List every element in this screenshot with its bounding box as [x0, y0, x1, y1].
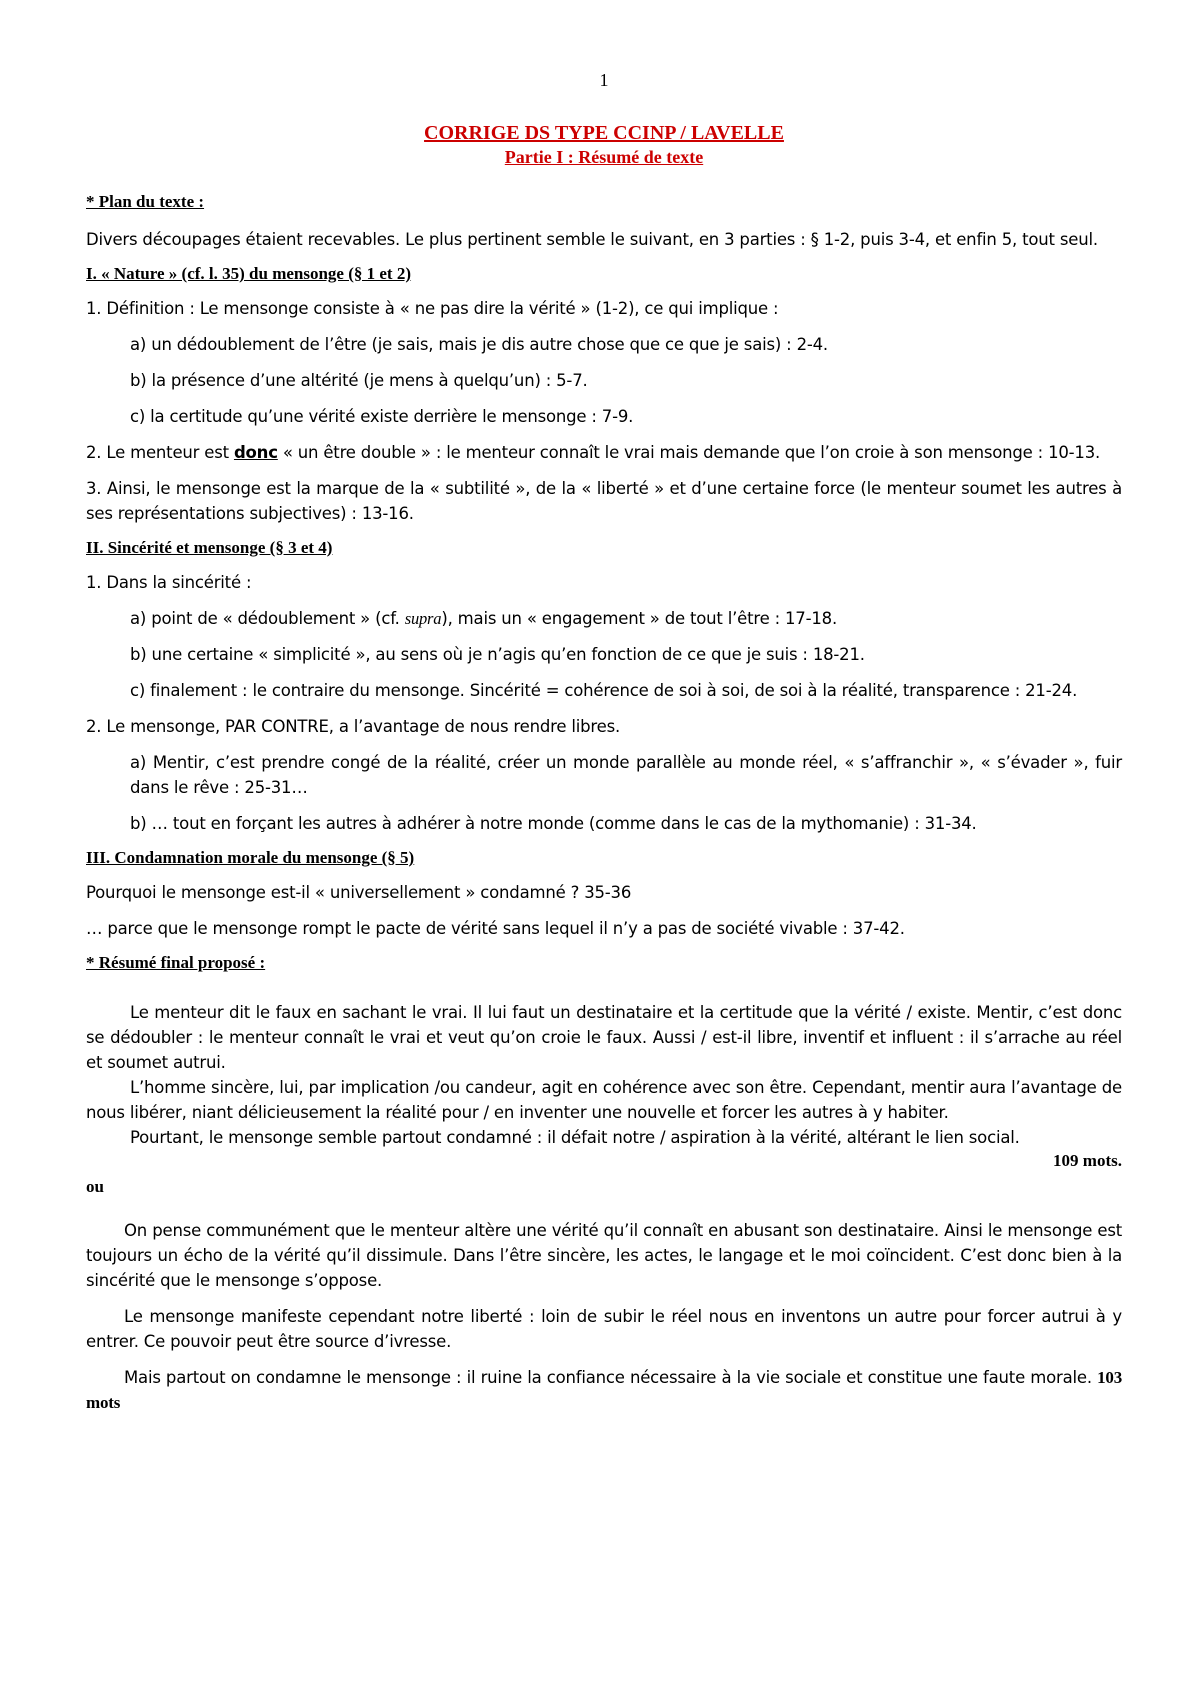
intro-paragraph: Divers découpages étaient recevables. Le plus pertinent semble le suivant, en 3 parties : § 1-2, puis 3-4, et enfin 5, tout seul.	[86, 230, 1098, 249]
part1-item-1a: a) un dédoublement de l’être (je sais, mais je dis autre chose que ce que je sais) : 2-4.	[130, 335, 828, 354]
part2-item-1: 1. Dans la sincérité :	[86, 573, 252, 592]
resume2-paragraph-3	[86, 1365, 1122, 1415]
resume1-word-count: 109 mots.	[1053, 1151, 1122, 1170]
document-page	[86, 70, 1122, 1415]
part1-item-1c: c) la certitude qu’une vérité existe derrière le mensonge : 7-9.	[130, 407, 634, 426]
part2-item-1c: c) finalement : le contraire du mensonge. Sincérité = cohérence de soi à soi, de soi à la réalité, transparence : 21-24.	[130, 681, 1078, 700]
part2-item-2: 2. Le mensonge, PAR CONTRE, a l’avantage de nous rendre libres.	[86, 717, 621, 736]
part2-heading: II. Sincérité et mensonge (§ 3 et 4)	[86, 538, 333, 557]
part1-heading: I. « Nature » (cf. l. 35) du mensonge (§ 1 et 2)	[86, 264, 412, 283]
document-subtitle: Partie I : Résumé de texte	[504, 147, 704, 167]
page-number: 1	[599, 70, 609, 90]
part2-item-1b: b) une certaine « simplicité », au sens où je n’agis qu’en fonction de ce que je suis : 18-21.	[130, 645, 865, 664]
part1-item-2-end: « un être double » : le menteur connaît le vrai mais demande que l’on croie à son mensonge : 10-13.	[277, 443, 1101, 462]
resume-heading: * Résumé final proposé :	[86, 953, 266, 972]
part3-heading: III. Condamnation morale du mensonge (§ 5)	[86, 848, 415, 867]
resume1-paragraph-3: Pourtant, le mensonge semble partout condamné : il défait notre / aspiration à la vérité, altérant le lien social.	[130, 1128, 1020, 1147]
resume2-paragraph-1: On pense communément que le menteur altère une vérité qu’il connaît en abusant son destinataire. Ainsi le mensonge est toujours un écho de la vérité qu’il dissimule. Dans l’être sincère, les actes, le langage et le moi coïncident. C’est donc bien à la sincérité que le mensonge s’oppose.	[86, 1221, 1122, 1290]
part2-item-1a-italic: supra	[404, 609, 442, 628]
resume1-paragraph-2: L’homme sincère, lui, par implication /ou candeur, agit en cohérence avec son être. Cependant, mentir aura l’avantage de nous libérer, niant délicieusement la réalité pour / en inventer une nouvelle et forcer les autres à y habiter.	[86, 1078, 1122, 1122]
part2-item-2b: b) … tout en forçant les autres à adhérer à notre monde (comme dans le cas de la mythomanie) : 31-34.	[130, 814, 977, 833]
resume2-paragraph-3-text: Mais partout on condamne le mensonge : il ruine la confiance nécessaire à la vie sociale et constitue une faute morale.	[124, 1368, 1092, 1387]
resume2-paragraph-2: Le mensonge manifeste cependant notre liberté : loin de subir le réel nous en inventons un autre pour forcer autrui à y entrer. Ce pouvoir peut être source d’ivresse.	[86, 1307, 1122, 1351]
resume1-paragraph-1: Le menteur dit le faux en sachant le vrai. Il lui faut un destinataire et la certitude que la vérité / existe. Mentir, c’est donc se dédoubler : le menteur connaît le vrai et veut qu’on croie le faux. Aussi / est-il libre, inventif et influent : il s’arrache au réel et soumet autrui.	[86, 1003, 1122, 1072]
resume2-word-count: 103 mots	[86, 1368, 1123, 1412]
part3-item-1: Pourquoi le mensonge est-il « universellement » condamné ? 35-36	[86, 883, 632, 902]
part3-item-2: … parce que le mensonge rompt le pacte de vérité sans lequel il n’y a pas de société vivable : 37-42.	[86, 919, 905, 938]
part1-item-1: 1. Définition : Le mensonge consiste à « ne pas dire la vérité » (1-2), ce qui implique :	[86, 299, 779, 318]
plan-heading: * Plan du texte :	[86, 192, 205, 211]
alternative-separator: ou	[86, 1177, 104, 1196]
document-title: CORRIGE DS TYPE CCINP / LAVELLE	[424, 122, 784, 144]
part1-item-2-start: 2. Le menteur est	[86, 443, 234, 462]
part2-item-1a-start: a) point de « dédoublement » (cf.	[130, 609, 405, 628]
part1-item-2-emphasis: donc	[233, 443, 278, 462]
part2-item-1a-end: ), mais un « engagement » de tout l’être : 17-18.	[441, 609, 837, 628]
part2-item-1a	[86, 606, 1122, 631]
part1-item-2	[86, 440, 1122, 465]
part2-item-2a: a) Mentir, c’est prendre congé de la réalité, créer un monde parallèle au monde réel, « s’affranchir », « s’évader », fuir dans le rêve : 25-31…	[130, 753, 1122, 797]
part1-item-3: 3. Ainsi, le mensonge est la marque de la « subtilité », de la « liberté » et d’une certaine force (le menteur soumet les autres à ses représentations subjectives) : 13-16.	[86, 479, 1122, 523]
part1-item-1b: b) la présence d’une altérité (je mens à quelqu’un) : 5-7.	[130, 371, 588, 390]
